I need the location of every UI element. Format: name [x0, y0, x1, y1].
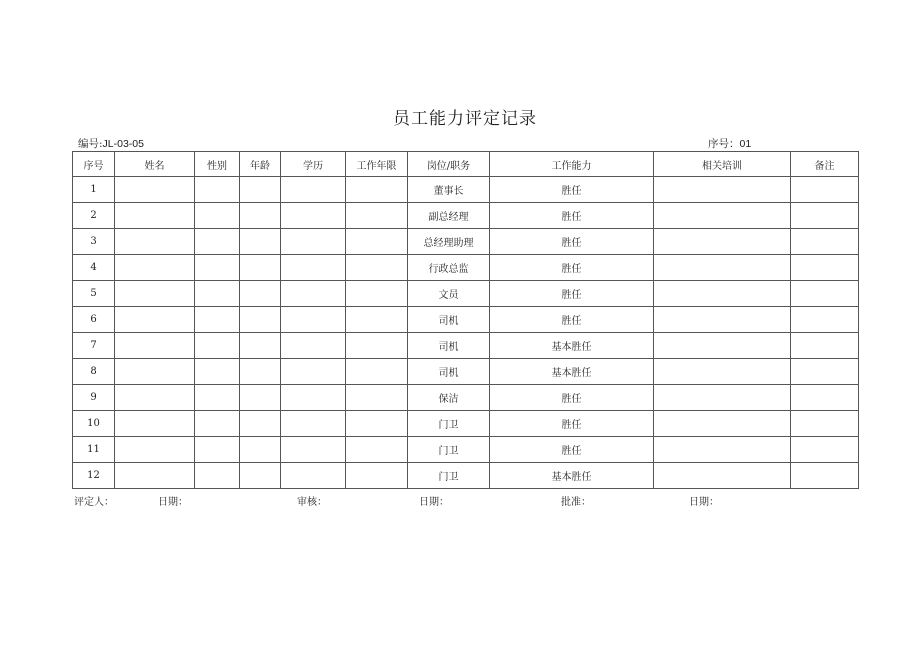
cell-training [654, 385, 791, 411]
cell-training [654, 255, 791, 281]
cell-ability: 胜任 [490, 281, 654, 307]
table-row [73, 229, 859, 255]
cell-name [115, 255, 195, 281]
cell-age [240, 281, 281, 307]
cell-remarks [791, 203, 859, 229]
cell-remarks [791, 411, 859, 437]
cell-position: 保洁 [408, 385, 490, 411]
cell-gender [195, 437, 240, 463]
cell-remarks [791, 359, 859, 385]
document-number-value: JL-03-05 [102, 138, 144, 150]
cell-remarks [791, 333, 859, 359]
table-row [73, 255, 859, 281]
table-row [73, 177, 859, 203]
cell-seq: 4 [73, 255, 115, 281]
header-gender: 性别 [195, 152, 240, 177]
cell-position: 总经理助理 [408, 229, 490, 255]
cell-gender [195, 177, 240, 203]
cell-training [654, 333, 791, 359]
cell-remarks [791, 307, 859, 333]
cell-remarks [791, 463, 859, 489]
approver-label: 批准： [561, 497, 591, 508]
cell-seq: 9 [73, 385, 115, 411]
cell-gender [195, 203, 240, 229]
cell-training [654, 203, 791, 229]
cell-ability: 胜任 [490, 255, 654, 281]
cell-gender [195, 385, 240, 411]
cell-seq: 8 [73, 359, 115, 385]
cell-education [281, 203, 346, 229]
cell-years [346, 411, 408, 437]
cell-years [346, 255, 408, 281]
cell-name [115, 359, 195, 385]
cell-seq: 12 [73, 463, 115, 489]
cell-years [346, 281, 408, 307]
cell-position: 司机 [408, 307, 490, 333]
header-education: 学历 [281, 152, 346, 177]
cell-gender [195, 281, 240, 307]
header-training: 相关培训 [654, 152, 791, 177]
evaluation-table [72, 151, 859, 489]
header-seq: 序号 [73, 152, 115, 177]
cell-ability: 胜任 [490, 307, 654, 333]
cell-name [115, 437, 195, 463]
cell-ability: 胜任 [490, 229, 654, 255]
date-label-2: 日期： [419, 497, 449, 508]
cell-gender [195, 359, 240, 385]
cell-name [115, 411, 195, 437]
cell-position: 行政总监 [408, 255, 490, 281]
cell-training [654, 281, 791, 307]
cell-training [654, 463, 791, 489]
cell-position: 门卫 [408, 463, 490, 489]
cell-ability: 胜任 [490, 385, 654, 411]
cell-training [654, 411, 791, 437]
cell-seq: 3 [73, 229, 115, 255]
cell-years [346, 437, 408, 463]
table-row [73, 437, 859, 463]
page-title: 员工能力评定记录 [393, 109, 537, 129]
table-row [73, 359, 859, 385]
cell-remarks [791, 385, 859, 411]
table-row [73, 307, 859, 333]
cell-training [654, 177, 791, 203]
cell-training [654, 307, 791, 333]
cell-years [346, 307, 408, 333]
cell-ability: 基本胜任 [490, 359, 654, 385]
cell-position: 董事长 [408, 177, 490, 203]
cell-remarks [791, 229, 859, 255]
sequence-number [708, 136, 751, 151]
cell-name [115, 333, 195, 359]
cell-age [240, 307, 281, 333]
cell-position: 门卫 [408, 437, 490, 463]
cell-education [281, 411, 346, 437]
cell-ability: 基本胜任 [490, 463, 654, 489]
cell-education [281, 255, 346, 281]
cell-training [654, 229, 791, 255]
cell-gender [195, 333, 240, 359]
date-label-1: 日期： [158, 497, 188, 508]
reviewer-label: 审核： [297, 497, 327, 508]
cell-seq: 6 [73, 307, 115, 333]
cell-remarks [791, 437, 859, 463]
cell-education [281, 307, 346, 333]
cell-name [115, 229, 195, 255]
evaluator-label: 评定人： [74, 497, 114, 508]
cell-name [115, 307, 195, 333]
cell-ability: 胜任 [490, 203, 654, 229]
cell-name [115, 281, 195, 307]
cell-seq: 2 [73, 203, 115, 229]
cell-ability: 胜任 [490, 177, 654, 203]
header-remarks: 备注 [791, 152, 859, 177]
cell-age [240, 203, 281, 229]
sequence-number-value: 01 [739, 138, 752, 150]
cell-seq: 1 [73, 177, 115, 203]
cell-seq: 5 [73, 281, 115, 307]
cell-seq: 7 [73, 333, 115, 359]
table-row [73, 463, 859, 489]
cell-position: 副总经理 [408, 203, 490, 229]
cell-ability: 胜任 [490, 437, 654, 463]
document-number [78, 136, 144, 151]
cell-education [281, 463, 346, 489]
cell-age [240, 177, 281, 203]
cell-age [240, 411, 281, 437]
cell-name [115, 385, 195, 411]
document-number-label: 编号: [78, 138, 103, 150]
cell-seq: 10 [73, 411, 115, 437]
header-age: 年龄 [240, 152, 281, 177]
table-row [73, 281, 859, 307]
table-row [73, 333, 859, 359]
cell-age [240, 359, 281, 385]
cell-position: 文员 [408, 281, 490, 307]
cell-years [346, 359, 408, 385]
cell-training [654, 437, 791, 463]
cell-gender [195, 229, 240, 255]
cell-years [346, 229, 408, 255]
cell-position: 司机 [408, 359, 490, 385]
cell-education [281, 437, 346, 463]
cell-remarks [791, 255, 859, 281]
header-position: 岗位/职务 [408, 152, 490, 177]
cell-age [240, 333, 281, 359]
cell-training [654, 359, 791, 385]
table-header-row [73, 152, 859, 177]
header-name: 姓名 [115, 152, 195, 177]
cell-remarks [791, 281, 859, 307]
cell-education [281, 333, 346, 359]
cell-name [115, 177, 195, 203]
cell-education [281, 281, 346, 307]
sequence-number-label: 序号： [708, 138, 740, 150]
cell-gender [195, 307, 240, 333]
cell-age [240, 437, 281, 463]
cell-years [346, 203, 408, 229]
cell-gender [195, 255, 240, 281]
cell-years [346, 463, 408, 489]
cell-education [281, 385, 346, 411]
cell-gender [195, 463, 240, 489]
cell-years [346, 385, 408, 411]
table-row [73, 385, 859, 411]
cell-name [115, 463, 195, 489]
cell-age [240, 385, 281, 411]
cell-remarks [791, 177, 859, 203]
cell-education [281, 177, 346, 203]
cell-age [240, 229, 281, 255]
cell-seq: 11 [73, 437, 115, 463]
header-ability: 工作能力 [490, 152, 654, 177]
cell-ability: 基本胜任 [490, 333, 654, 359]
cell-years [346, 177, 408, 203]
table-row [73, 203, 859, 229]
cell-ability: 胜任 [490, 411, 654, 437]
cell-education [281, 359, 346, 385]
date-label-3: 日期： [689, 497, 719, 508]
cell-position: 司机 [408, 333, 490, 359]
table-row [73, 411, 859, 437]
cell-position: 门卫 [408, 411, 490, 437]
cell-years [346, 333, 408, 359]
cell-age [240, 463, 281, 489]
cell-name [115, 203, 195, 229]
cell-age [240, 255, 281, 281]
cell-gender [195, 411, 240, 437]
cell-education [281, 229, 346, 255]
header-years: 工作年限 [346, 152, 408, 177]
